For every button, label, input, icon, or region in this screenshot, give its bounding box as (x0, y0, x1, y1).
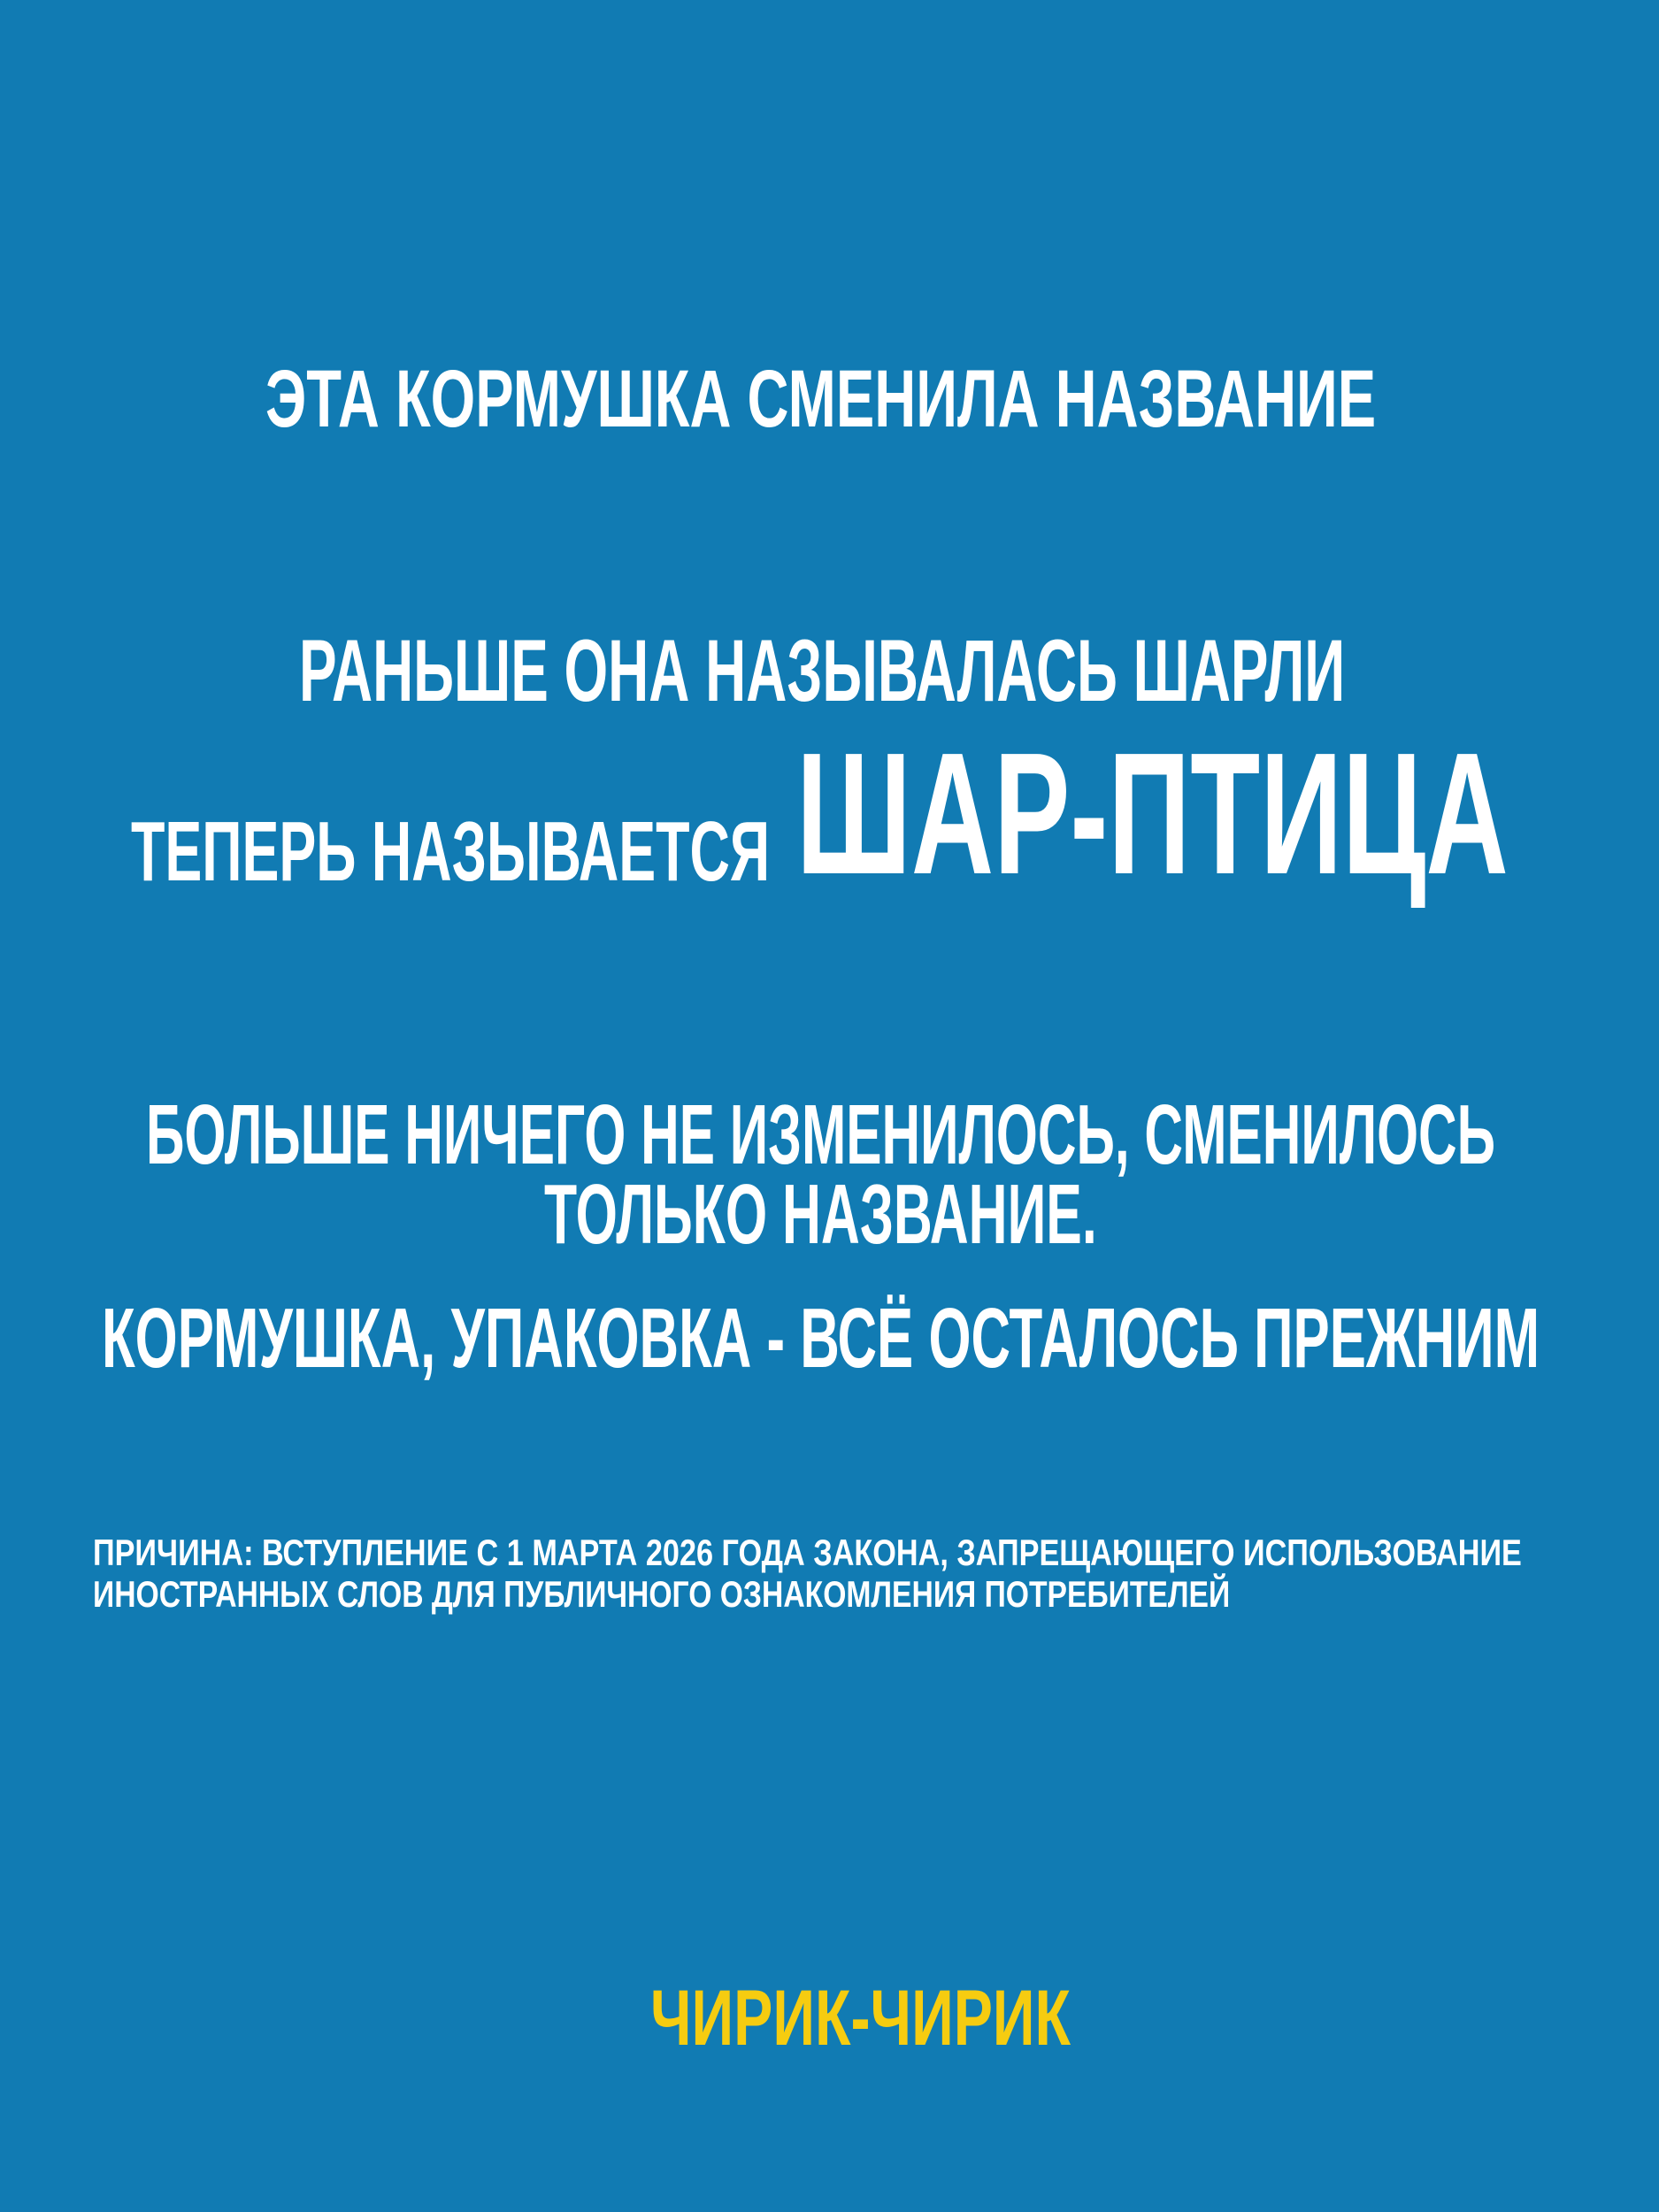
footnote-line-2: ИНОСТРАННЫХ СЛОВ ДЛЯ ПУБЛИЧНОГО ОЗНАКОМЛЕНИЯ ПОТРЕБИТЕЛЕЙ (93, 1573, 1231, 1615)
headline: ЭТА КОРМУШКА СМЕНИЛА НАЗВАНИЕ (265, 354, 1377, 444)
new-name: ШАР-ПТИЦА (796, 717, 1509, 910)
signature: ЧИРИК-ЧИРИК (650, 1973, 1071, 2062)
new-name-prefix: ТЕПЕРЬ НАЗЫВАЕТСЯ (131, 804, 771, 899)
body-line-1: БОЛЬШЕ НИЧЕГО НЕ ИЗМЕНИЛОСЬ, СМЕНИЛОСЬ (146, 1087, 1496, 1182)
body-line-2: ТОЛЬКО НАЗВАНИЕ. (544, 1167, 1097, 1262)
old-name-line: РАНЬШЕ ОНА НАЗЫВАЛАСЬ ШАРЛИ (299, 621, 1346, 719)
footnote-line-1: ПРИЧИНА: ВСТУПЛЕНИЕ С 1 МАРТА 2026 ГОДА ЗАКОНА, ЗАПРЕЩАЮЩЕГО ИСПОЛЬЗОВАНИЕ (93, 1532, 1522, 1573)
body-line-3: КОРМУШКА, УПАКОВКА - ВСЁ ОСТАЛОСЬ ПРЕЖНИМ (102, 1291, 1540, 1386)
